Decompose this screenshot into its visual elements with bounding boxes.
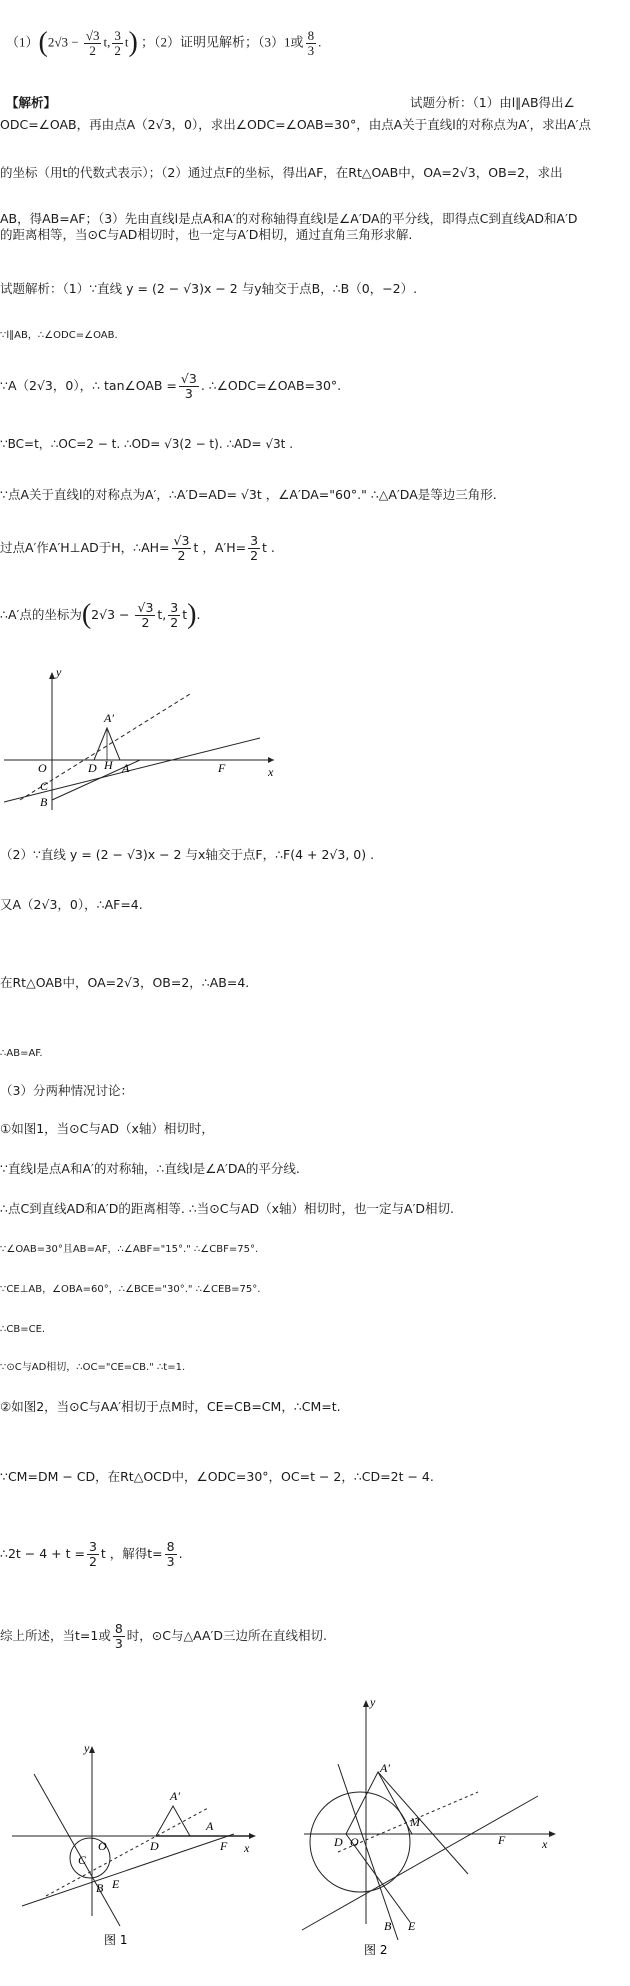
analysis-line-4: AB，得AB=AF；（3）先由直线l是点A和A′的对称轴得直线l是∠A′DA的平分线，即得点C到直线AD和A′D <box>0 211 578 226</box>
analysis-intro: 试题分析：（1）由l∥AB得出∠ <box>410 95 575 110</box>
solution-line-8: （2）∵直线 y = (2 − √3)x − 2 与x轴交于点F，∴F(4 + 2√3, 0) . <box>0 847 375 862</box>
answer-part2-text: ；（2）证明见解析；（3）1或 <box>141 34 304 50</box>
fig2-aprime-label: A′ <box>380 1761 390 1775</box>
fig2-d-label: D <box>334 1835 343 1849</box>
fig1-c-label: C <box>78 1853 87 1867</box>
diagram-figure-1 <box>8 1716 258 1950</box>
solution-line-6: 过点A′作A′H⊥AD于H，∴AH= $\frac{√3}{2}$ t ，A′H= $\frac{3}{2}$ t . <box>0 533 275 563</box>
fig1-a-label: A <box>206 1819 214 1833</box>
analysis-line-5: 的距离相等，当⊙C与AD相切时，也一定与A′D相切，通过直角三角形求解. <box>0 227 413 242</box>
answer-end: . <box>318 34 322 50</box>
answer-expr-t2: t <box>124 34 129 50</box>
fig-a-a-label: A <box>122 761 130 775</box>
diagram-figure-2 <box>298 1684 562 1958</box>
fig1-aprime-label: A′ <box>170 1789 180 1803</box>
solution-frac-ay: $\frac{3}{2}$ <box>170 600 179 630</box>
solution-line-22: ∴2t − 4 + t = $\frac{3}{2}$ t ，解得t= $\frac{8}{3}$ . <box>0 1539 183 1569</box>
fig1-caption: 图 1 <box>104 1933 128 1947</box>
fig2-x-label: x <box>542 1837 548 1851</box>
fig2-caption: 图 2 <box>364 1943 388 1957</box>
solution-line-20: ②如图2，当⊙C与AA′相切于点M时，CE=CB=CM，∴CM=t. <box>0 1399 341 1414</box>
solution-line-5: ∵点A关于直线l的对称点为A′，∴A′D=AD= √3t ，∠A′DA="60°." ∴△A′DA是等边三角形. <box>0 487 497 502</box>
fig1-f-label: F <box>220 1839 228 1853</box>
fig1-y-label: y <box>84 1741 90 1755</box>
fig2-b-label: B <box>384 1919 392 1933</box>
answer-expr-minus: − <box>71 34 79 50</box>
fig2-f-label: F <box>498 1833 506 1847</box>
answer-part1-label: （1） <box>6 34 39 50</box>
analysis-label: 【解析】 <box>6 95 57 110</box>
answer-frac-2: $\frac{3}{2}$ <box>114 27 121 58</box>
solution-line-21: ∵CM=DM − CD，在Rt△OCD中，∠ODC=30°，OC=t − 2，∴CD=2t − 4. <box>0 1469 434 1484</box>
fig-a-d-label: D <box>88 761 97 775</box>
solution-line-13: ①如图1，当⊙C与AD（x轴）相切时， <box>0 1121 214 1136</box>
answer-frac-3: $\frac{8}{3}$ <box>307 27 315 58</box>
solution-line-11: ∴AB=AF. <box>0 1048 43 1059</box>
solution-frac-tan: $\frac{√3}{3}$ <box>180 371 197 401</box>
fig1-x-label: x <box>244 1841 250 1855</box>
solution-line-1: 试题解析：（1）∵直线 y = (2 − √3)x − 2 与y轴交于点B，∴B（0，−2）. <box>0 281 418 296</box>
fig2-e-label: E <box>408 1919 416 1933</box>
fig1-e-label: E <box>112 1877 120 1891</box>
answer-expr-a: 2√3 <box>47 34 68 50</box>
solution-frac-ahprime: $\frac{3}{2}$ <box>250 533 259 563</box>
solution-line-10: 在Rt△OAB中，OA=2√3，OB=2，∴AB=4. <box>0 975 250 990</box>
fig-a-f-label: F <box>218 761 226 775</box>
solution-line-2: ∵l∥AB，∴∠ODC=∠OAB. <box>0 330 118 341</box>
answer-expr-t: t, <box>103 34 111 50</box>
diagram-coordinate-figure-a <box>0 664 290 814</box>
fig1-o-label: O <box>98 1839 107 1853</box>
solution-line-16: ∵∠OAB=30°且AB=AF，∴∠ABF="15°." ∴∠CBF=75°. <box>0 1244 259 1255</box>
fig2-m-label: M <box>410 1815 420 1829</box>
fig-a-x-label: x <box>268 765 274 779</box>
fig-a-b-label: B <box>40 795 48 809</box>
fig1-d-label: D <box>150 1839 159 1853</box>
solution-line-15: ∴点C到直线AD和A′D的距离相等. ∴当⊙C与AD（x轴）相切时，也一定与A′D相切. <box>0 1201 455 1216</box>
solution-line-3: ∵A（2√3，0），∴ tan∠OAB = $\frac{√3}{3}$ . ∴∠ODC=∠OAB=30°. <box>0 371 342 401</box>
solution-line-9: 又A（2√3，0），∴AF=4. <box>0 897 143 912</box>
analysis-line-2: ODC=∠OAB，再由点A（2√3，0），求出∠ODC=∠OAB=30°，由点A关于直线l的对称点为A′，求出A′点 <box>0 117 591 132</box>
solution-line-23: 综上所述，当t=1或 $\frac{8}{3}$ 时，⊙C与△AA′D三边所在直线相切. <box>0 1621 327 1651</box>
solution-line-17: ∵CE⊥AB，∠OBA=60°，∴∠BCE="30°." ∴∠CEB=75°. <box>0 1284 261 1295</box>
fig-a-o-label: O <box>38 761 47 775</box>
fig2-o-label: O <box>350 1835 359 1849</box>
fig-a-y-label: y <box>56 665 62 679</box>
solution-line-7: ∴A′点的坐标为(2√3 − $\frac{√3}{2}$ t, $\frac{3}{2}$ t). <box>0 599 201 630</box>
analysis-line-3: 的坐标（用t的代数式表示）；（2）通过点F的坐标，得出AF，在Rt△OAB中，OA=2√3，OB=2，求出 <box>0 165 563 180</box>
solution-frac-ah: $\frac{√3}{2}$ <box>173 533 190 563</box>
solution-frac-t: $\frac{8}{3}$ <box>166 1539 175 1569</box>
fig2-y-label: y <box>370 1695 376 1709</box>
answer-line: （1）(2√3 − $\frac{√3}{2}$ t, $\frac{3}{2}$ t) ；（2）证明见解析；（3）1或 $\frac{8}{3}$ . <box>6 27 322 58</box>
solution-frac-eq: $\frac{3}{2}$ <box>88 1539 97 1569</box>
solution-frac-ax: $\frac{√3}{2}$ <box>137 600 154 630</box>
solution-line-18: ∴CB=CE. <box>0 1324 46 1335</box>
fig-a-aprime-label: A′ <box>104 711 114 725</box>
solution-line-12: （3）分两种情况讨论： <box>0 1083 133 1098</box>
answer-frac-1: $\frac{√3}{2}$ <box>85 27 100 58</box>
fig-a-c-label: C <box>40 779 49 793</box>
solution-line-14: ∵直线l是点A和A′的对称轴，∴直线l是∠A′DA的平分线. <box>0 1161 300 1176</box>
fig-a-h-label: H <box>104 758 113 772</box>
fig1-b-label: B <box>96 1881 104 1895</box>
solution-frac-final: $\frac{8}{3}$ <box>114 1621 123 1651</box>
solution-line-4: ∵BC=t，∴OC=2 − t. ∴OD= √3(2 − t). ∴AD= √3t . <box>0 437 294 451</box>
solution-line-19: ∵⊙C与AD相切，∴OC="CE=CB." ∴t=1. <box>0 1362 186 1373</box>
